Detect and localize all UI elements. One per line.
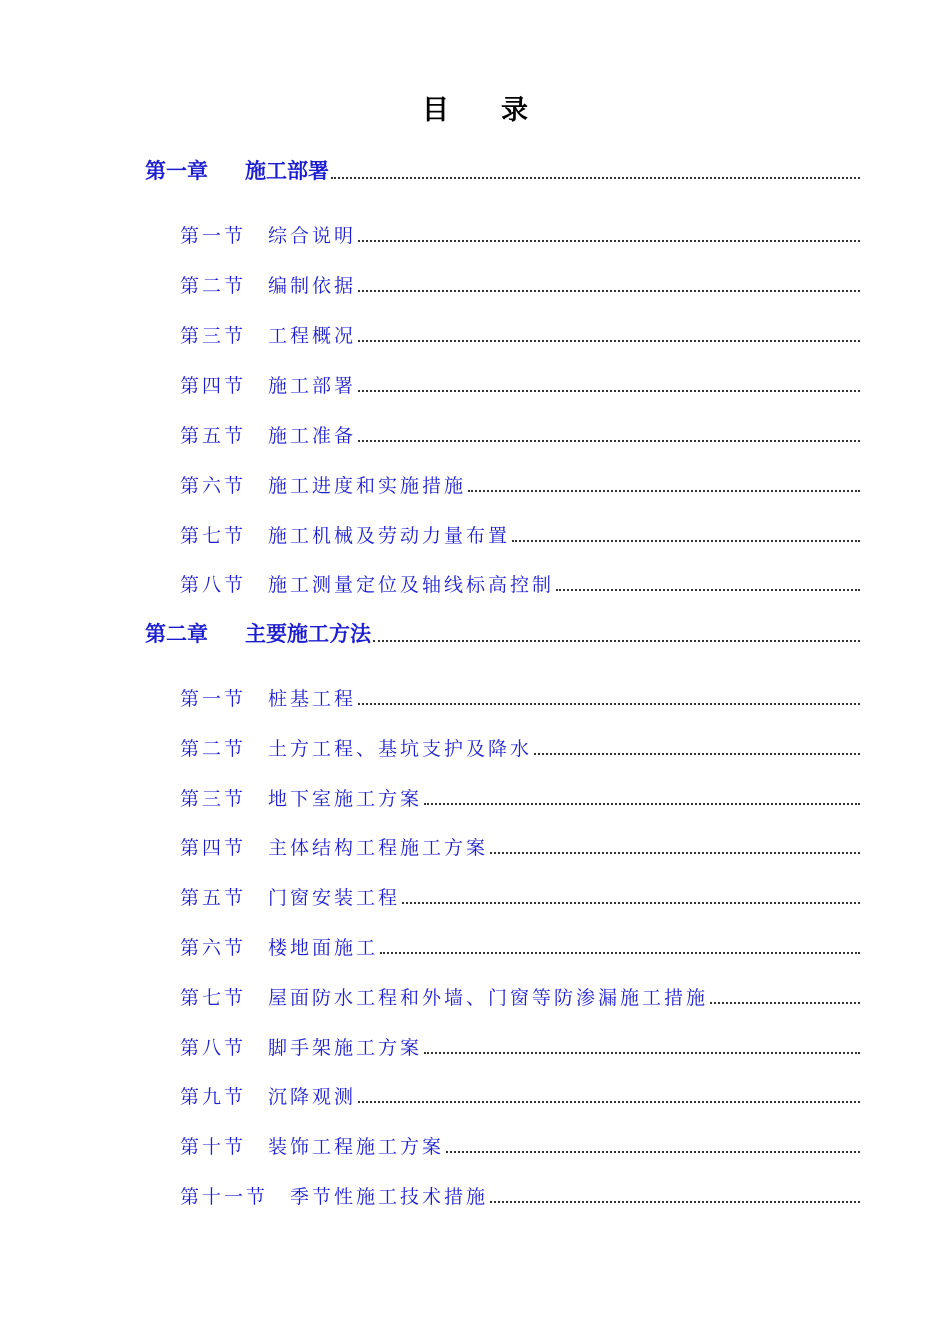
section-name: 屋面防水工程和外墙、门窗等防渗漏施工措施 [268, 987, 709, 1009]
section-name: 施工进度和实施措施 [268, 475, 467, 497]
dot-leader [556, 589, 860, 591]
dot-leader [358, 703, 860, 705]
section-name: 沉降观测 [268, 1086, 357, 1108]
section-name: 主体结构工程施工方案 [268, 837, 489, 859]
section-name: 综合说明 [268, 225, 357, 247]
section-name: 装饰工程施工方案 [268, 1136, 445, 1158]
toc-section-1-6[interactable] [180, 468, 860, 498]
toc-section-2-11[interactable] [180, 1179, 860, 1209]
section-name: 编制依据 [268, 275, 357, 297]
dot-leader [358, 240, 860, 242]
chapter-number: 第二章 [145, 622, 208, 646]
toc-section-2-3[interactable] [180, 781, 860, 811]
toc-chapter-2[interactable] [145, 618, 860, 648]
toc-chapter-1[interactable] [145, 155, 860, 185]
toc-section-2-8[interactable] [180, 1030, 860, 1060]
dot-leader [512, 540, 860, 542]
dot-leader [358, 1101, 860, 1103]
section-number: 第十节 [180, 1136, 247, 1158]
section-name: 施工机械及劳动力量布置 [268, 525, 511, 547]
dot-leader [534, 753, 860, 755]
toc-section-2-2[interactable] [180, 731, 860, 761]
section-number: 第二节 [180, 738, 247, 760]
section-number: 第四节 [180, 837, 247, 859]
section-number: 第八节 [180, 574, 247, 596]
section-number: 第一节 [180, 688, 247, 710]
chapter-name: 主要施工方法 [245, 622, 371, 646]
dot-leader [373, 640, 860, 642]
section-number: 第八节 [180, 1037, 247, 1059]
section-number: 第五节 [180, 425, 247, 447]
chapter-number: 第一章 [145, 159, 208, 183]
dot-leader [446, 1151, 860, 1153]
section-number: 第九节 [180, 1086, 247, 1108]
section-number: 第六节 [180, 937, 247, 959]
toc-section-2-1[interactable] [180, 681, 860, 711]
toc-section-1-3[interactable] [180, 318, 860, 348]
dot-leader [490, 1201, 860, 1203]
toc-section-1-7[interactable] [180, 518, 860, 548]
section-number: 第十一节 [180, 1186, 269, 1208]
chapter-name: 施工部署 [245, 159, 329, 183]
toc-section-1-2[interactable] [180, 268, 860, 298]
dot-leader [402, 902, 860, 904]
dot-leader [358, 340, 860, 342]
section-name: 脚手架施工方案 [268, 1037, 423, 1059]
dot-leader [380, 952, 860, 954]
section-number: 第三节 [180, 788, 247, 810]
dot-leader [424, 803, 860, 805]
section-number: 第三节 [180, 325, 247, 347]
dot-leader [358, 290, 860, 292]
section-number: 第一节 [180, 225, 247, 247]
section-name: 地下室施工方案 [268, 788, 423, 810]
toc-section-2-10[interactable] [180, 1129, 860, 1159]
toc-section-1-5[interactable] [180, 418, 860, 448]
dot-leader [358, 440, 860, 442]
section-number: 第四节 [180, 375, 247, 397]
dot-leader [424, 1052, 860, 1054]
dot-leader [358, 390, 860, 392]
dot-leader [468, 490, 860, 492]
toc-title-part2: 录 [501, 95, 528, 126]
toc-section-1-8[interactable] [180, 567, 860, 597]
toc-section-2-6[interactable] [180, 930, 860, 960]
section-name: 桩基工程 [268, 688, 357, 710]
section-name: 施工准备 [268, 425, 357, 447]
section-name: 工程概况 [268, 325, 357, 347]
section-name: 施工测量定位及轴线标高控制 [268, 574, 555, 596]
toc-section-1-4[interactable] [180, 368, 860, 398]
toc-section-1-1[interactable] [180, 218, 860, 248]
section-name: 楼地面施工 [268, 937, 379, 959]
section-number: 第六节 [180, 475, 247, 497]
toc-section-2-5[interactable] [180, 880, 860, 910]
dot-leader [331, 177, 860, 179]
dot-leader [490, 852, 860, 854]
toc-section-2-9[interactable] [180, 1079, 860, 1109]
section-number: 第五节 [180, 887, 247, 909]
section-name: 门窗安装工程 [268, 887, 401, 909]
section-name: 季节性施工技术措施 [290, 1186, 489, 1208]
section-number: 第七节 [180, 987, 247, 1009]
section-name: 土方工程、基坑支护及降水 [268, 738, 533, 760]
toc-section-2-4[interactable] [180, 830, 860, 860]
toc-section-2-7[interactable] [180, 980, 860, 1010]
section-number: 第七节 [180, 525, 247, 547]
toc-title [0, 88, 950, 128]
section-number: 第二节 [180, 275, 247, 297]
toc-title-part1: 目 [422, 95, 449, 126]
dot-leader [710, 1002, 860, 1004]
section-name: 施工部署 [268, 375, 357, 397]
